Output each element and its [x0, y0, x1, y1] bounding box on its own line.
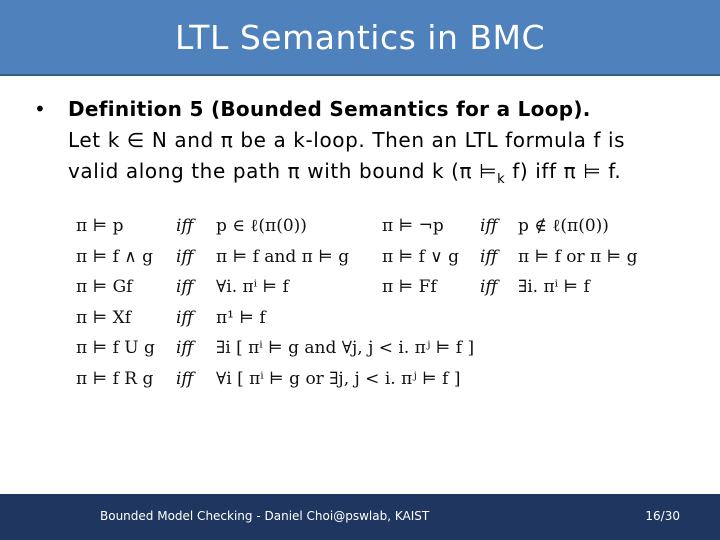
formula-lhs-right: π ⊨ ¬p: [382, 216, 444, 236]
page-number: 16/30: [645, 509, 680, 523]
bound-subscript: k: [497, 172, 506, 187]
formula-rhs: p ∈ ℓ(π(0)): [216, 216, 307, 236]
formula-lhs-right: π ⊨ Ff: [382, 277, 437, 297]
title-bar: [0, 0, 720, 76]
formula-rhs-right: ∃i. πⁱ ⊨ f: [518, 277, 590, 297]
formula-rhs: π ⊨ f and π ⊨ g: [216, 246, 350, 267]
formula-iff: iff: [176, 307, 194, 328]
bullet-icon: •: [34, 97, 46, 121]
footer-credit: Bounded Model Checking - Daniel Choi@pswlab, KAIST: [100, 509, 430, 523]
formula-iff: iff: [176, 338, 194, 358]
definition-line-3-post: f) iff π ⊨ f.: [505, 159, 622, 183]
formula-rhs: ∀i [ πⁱ ⊨ g or ∃j, j < i. πʲ ⊨ f ]: [216, 368, 461, 389]
definition-block: [34, 94, 694, 190]
formula-iff-right: iff: [480, 216, 498, 236]
formula-rhs: ∀i. πⁱ ⊨ f: [216, 277, 289, 297]
formula-lhs: π ⊨ f R g: [76, 368, 154, 389]
formula-rhs-right: p ∉ ℓ(π(0)): [518, 216, 609, 236]
formula-iff-right: iff: [480, 277, 498, 297]
formula-rhs-right: π ⊨ f or π ⊨ g: [518, 246, 638, 267]
formula-iff: iff: [176, 216, 194, 236]
formula-rhs: ∃i [ πⁱ ⊨ g and ∀j, j < i. πʲ ⊨ f ]: [216, 338, 475, 358]
formula-iff: iff: [176, 277, 194, 297]
formula-rhs: π¹ ⊨ f: [216, 307, 266, 328]
slide-title: LTL Semantics in BMC: [174, 17, 546, 57]
formula-lhs: π ⊨ Gf: [76, 277, 133, 297]
formula-lhs: π ⊨ f U g: [76, 338, 155, 358]
definition-line-3: [34, 156, 694, 190]
formula-iff-right: iff: [480, 246, 498, 267]
footer-bar: [0, 494, 720, 540]
formula-iff: iff: [176, 368, 194, 389]
formula-lhs: π ⊨ f ∧ g: [76, 246, 154, 267]
formula-lhs-right: π ⊨ f ∨ g: [382, 246, 460, 267]
definition-title: Definition 5 (Bounded Semantics for a Loop).: [68, 97, 591, 121]
definition-line-3-pre: valid along the path π with bound k (π ⊨: [68, 159, 498, 183]
formula-iff: iff: [176, 246, 194, 267]
definition-line-1: [34, 94, 694, 125]
definition-line-2: Let k ∈ N and π be a k-loop. Then an LTL formula f is: [68, 128, 626, 152]
formula-lhs: π ⊨ p: [76, 216, 124, 236]
formula-lhs: π ⊨ Xf: [76, 307, 131, 328]
